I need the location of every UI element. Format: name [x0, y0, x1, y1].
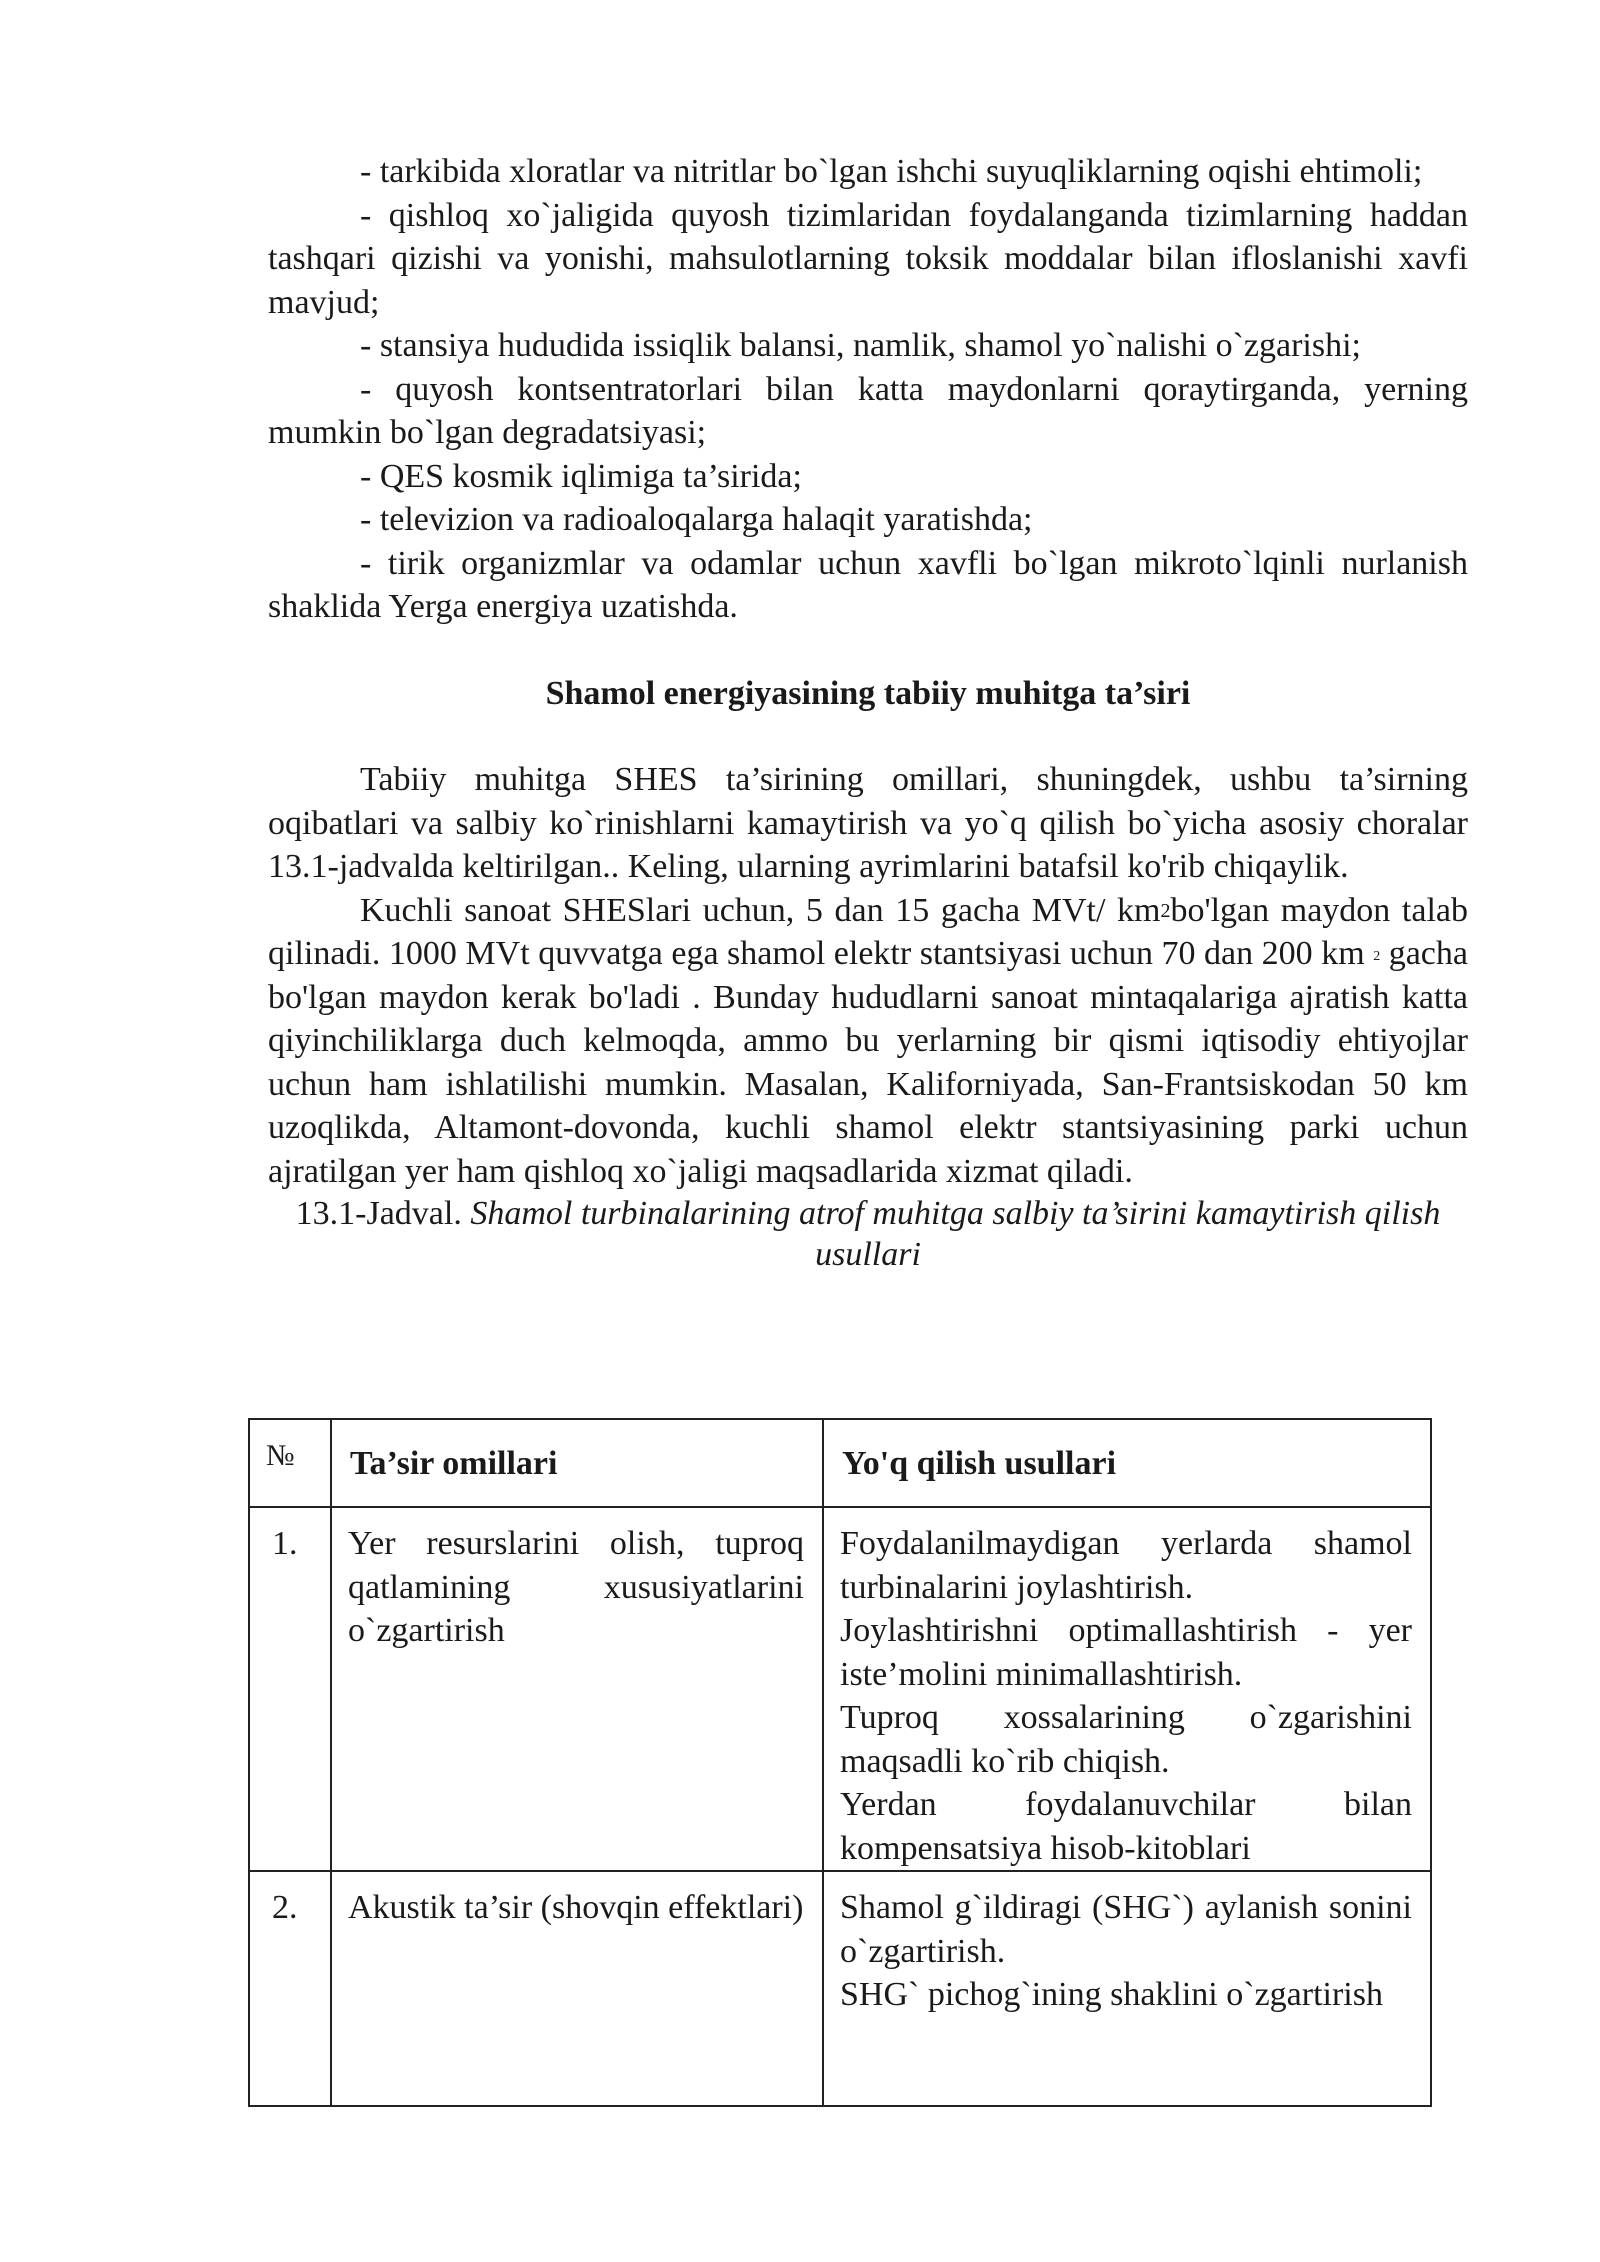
paragraph-text: bo'lgan maydon talab qilinadi. 1000 MVt quvvatga ega shamol elektr stantsiyasi uchun 70 dan 200 km: [268, 891, 1468, 972]
row-number-cell: 1.: [249, 1507, 331, 1871]
section-heading: Shamol energiyasining tabiiy muhitga ta’siri: [545, 674, 1191, 712]
method-item: Joylashtirishni optimallashtirish - yer iste’molini minimallashtirish.: [840, 1612, 1412, 1693]
methods-cell: [823, 1871, 1431, 2106]
factor-cell: Yer resurslarini olish, tuproq qatlamining xususiyatlarini o`zgartirish: [331, 1507, 823, 1871]
table-header-row: [249, 1419, 1431, 1507]
body-paragraph: [268, 889, 1468, 1194]
bullet-paragraph: - quyosh kontsentratorlari bilan katta maydonlarni qoraytirganda, yerning mumkin bo`lgan degradatsiyasi;: [268, 370, 1468, 451]
method-item: Foydalanilmaydigan yerlarda shamol turbinalarini joylashtirish.: [840, 1525, 1412, 1606]
paragraph-text: Kuchli sanoat SHESlari uchun, 5 dan 15 gacha MVt/ km: [360, 891, 1161, 929]
superscript: 2: [1160, 899, 1171, 922]
method-item: Shamol g`ildiragi (SHG`) aylanish sonini o`zgartirish.: [840, 1889, 1412, 1970]
table-caption-title: Shamol turbinalarining atrof muhitga salbiy ta’sirini kamaytirish qilish usullari: [470, 1195, 1441, 1273]
table-caption: [268, 1193, 1468, 1275]
method-item: SHG` pichog`ining shaklini o`zgartirish: [840, 1976, 1383, 2013]
table-row: [249, 1507, 1431, 1871]
paragraph-text: gacha bo'lgan maydon kerak bo'ladi . Bunday hududlarni sanoat mintaqalariga ajratish katta qiyinchiliklarga duch kelmoqda, ammo bu yerlarning bir qismi iqtisodiy ehtiyojlar uchun ham ishlatilishi mumkin. Masalan, Kaliforniyada, San-Frantsiskodan 50 km uzoqlikda, Altamont-dovonda, kuchli shamol elektr stantsiyasining parki uchun ajratilgan yer ham qishloq xo`jaligi maqsadlarida xizmat qiladi.: [268, 935, 1468, 1190]
factor-cell: Akustik ta’sir (shovqin effektlari): [331, 1871, 823, 2106]
document-body: [268, 150, 1468, 1275]
bullet-paragraph: - QES kosmik iqlimiga ta’sirida;: [360, 457, 802, 495]
measures-table: [248, 1418, 1432, 2107]
bullet-paragraph: - televizion va radioaloqalarga halaqit yaratishda;: [360, 501, 1033, 538]
method-item: Yerdan foydalanuvchilar bilan kompensatsiya hisob-kitoblari: [840, 1786, 1412, 1867]
bullet-paragraph: - tirik organizmlar va odamlar uchun xavfli bo`lgan mikroto`lqinli nurlanish shaklida Yerga energiya uzatishda.: [268, 544, 1468, 625]
methods-cell: [823, 1507, 1431, 1871]
table-caption-label: 13.1-Jadval.: [295, 1195, 471, 1232]
header-cell-methods: Yo'q qilish usullari: [823, 1419, 1431, 1507]
table-row: [249, 1871, 1431, 2106]
body-paragraph: Tabiiy muhitga SHES ta’sirining omillari, shuningdek, ushbu ta’sirning oqibatlari va salbiy ko`rinishlarni kamaytirish va yo`q qilish bo`yicha asosiy choralar 13.1-jadvalda keltirilgan.. Keling, ularning ayrimlarini batafsil ko'rib chiqaylik.: [268, 761, 1468, 885]
header-cell-number: №: [249, 1419, 331, 1507]
row-number-cell: 2.: [249, 1871, 331, 2106]
bullet-paragraph: - tarkibida xloratlar va nitritlar bo`lgan ishchi suyuqliklarning oqishi ehtimoli;: [360, 153, 1423, 190]
bullet-paragraph: - qishloq xo`jaligida quyosh tizimlaridan foydalanganda tizimlarning haddan tashqari qizishi va yonishi, mahsulotlarning toksik moddalar bilan ifloslanishi xavfi mavjud;: [268, 196, 1468, 321]
header-cell-factors: Ta’sir omillari: [331, 1419, 823, 1507]
bullet-paragraph: - stansiya hududida issiqlik balansi, namlik, shamol yo`nalishi o`zgarishi;: [360, 327, 1361, 364]
superscript: 2: [1373, 949, 1381, 964]
method-item: Tuproq xossalarining o`zgarishini maqsadli ko`rib chiqish.: [840, 1699, 1412, 1780]
